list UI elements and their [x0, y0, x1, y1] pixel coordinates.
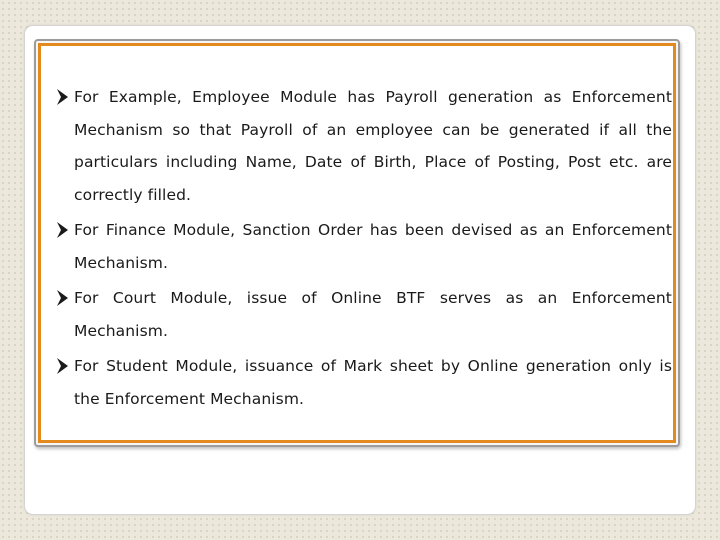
- bullet-text: For Example, Employee Module has Payroll generation as Enforcement Mechanism so that Payroll of an employee can be generated if all the particulars including Name, Date of Birth, Place of Posting, Post etc. are correctly filled.: [74, 88, 672, 204]
- bullet-item-finance: [56, 214, 672, 279]
- content-frame: [34, 39, 680, 447]
- arrow-bullet-icon: [56, 289, 69, 307]
- bullet-text: For Court Module, issue of Online BTF serves as an Enforcement Mechanism.: [74, 289, 672, 340]
- bullet-text: For Student Module, issuance of Mark sheet by Online generation only is the Enforcement Mechanism.: [74, 357, 672, 408]
- arrow-bullet-icon: [56, 88, 69, 106]
- arrow-bullet-icon: [56, 221, 69, 239]
- bullet-item-court: [56, 282, 672, 347]
- content-border: [38, 43, 676, 443]
- slide-card: [24, 25, 696, 515]
- bullet-item-student: [56, 350, 672, 415]
- arrow-bullet-icon: [56, 357, 69, 375]
- bullet-item-employee: [56, 81, 672, 211]
- bullet-list: [56, 81, 672, 418]
- bullet-text: For Finance Module, Sanction Order has been devised as an Enforcement Mechanism.: [74, 221, 672, 272]
